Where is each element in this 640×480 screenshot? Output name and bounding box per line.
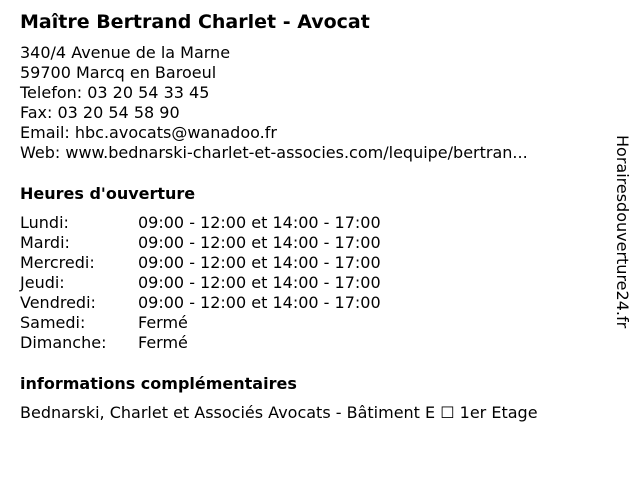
web-line: Web: www.bednarski-charlet-et-associes.com/lequipe/bertran... (20, 143, 528, 162)
email-line: Email: hbc.avocats@wanadoo.fr (20, 123, 277, 142)
hours-time: 09:00 - 12:00 et 14:00 - 17:00 (138, 293, 381, 312)
hours-day: Dimanche: (20, 333, 107, 352)
hours-day: Vendredi: (20, 293, 96, 312)
fax-line: Fax: 03 20 54 58 90 (20, 103, 180, 122)
hours-time: 09:00 - 12:00 et 14:00 - 17:00 (138, 273, 381, 292)
address-line-1: 340/4 Avenue de la Marne (20, 43, 231, 62)
phone-line: Telefon: 03 20 54 33 45 (20, 83, 210, 102)
hours-time: Fermé (138, 333, 188, 352)
hours-heading: Heures d'ouverture (20, 184, 196, 203)
site-watermark: Horairesdouverture24.fr (613, 135, 632, 329)
hours-day: Mercredi: (20, 253, 95, 272)
hours-day: Mardi: (20, 233, 70, 252)
hours-day: Samedi: (20, 313, 86, 332)
address-line-2: 59700 Marcq en Baroeul (20, 63, 217, 82)
hours-time: 09:00 - 12:00 et 14:00 - 17:00 (138, 253, 381, 272)
contact-block (20, 43, 528, 163)
hours-time: 09:00 - 12:00 et 14:00 - 17:00 (138, 213, 381, 232)
info-heading: informations complémentaires (20, 374, 297, 393)
info-text: Bednarski, Charlet et Associés Avocats - Bâtiment E ☐ 1er Etage (20, 403, 538, 422)
hours-time: Fermé (138, 313, 188, 332)
hours-time: 09:00 - 12:00 et 14:00 - 17:00 (138, 233, 381, 252)
hours-day: Lundi: (20, 213, 69, 232)
page-title: Maître Bertrand Charlet - Avocat (20, 11, 370, 33)
hours-day: Jeudi: (20, 273, 65, 292)
